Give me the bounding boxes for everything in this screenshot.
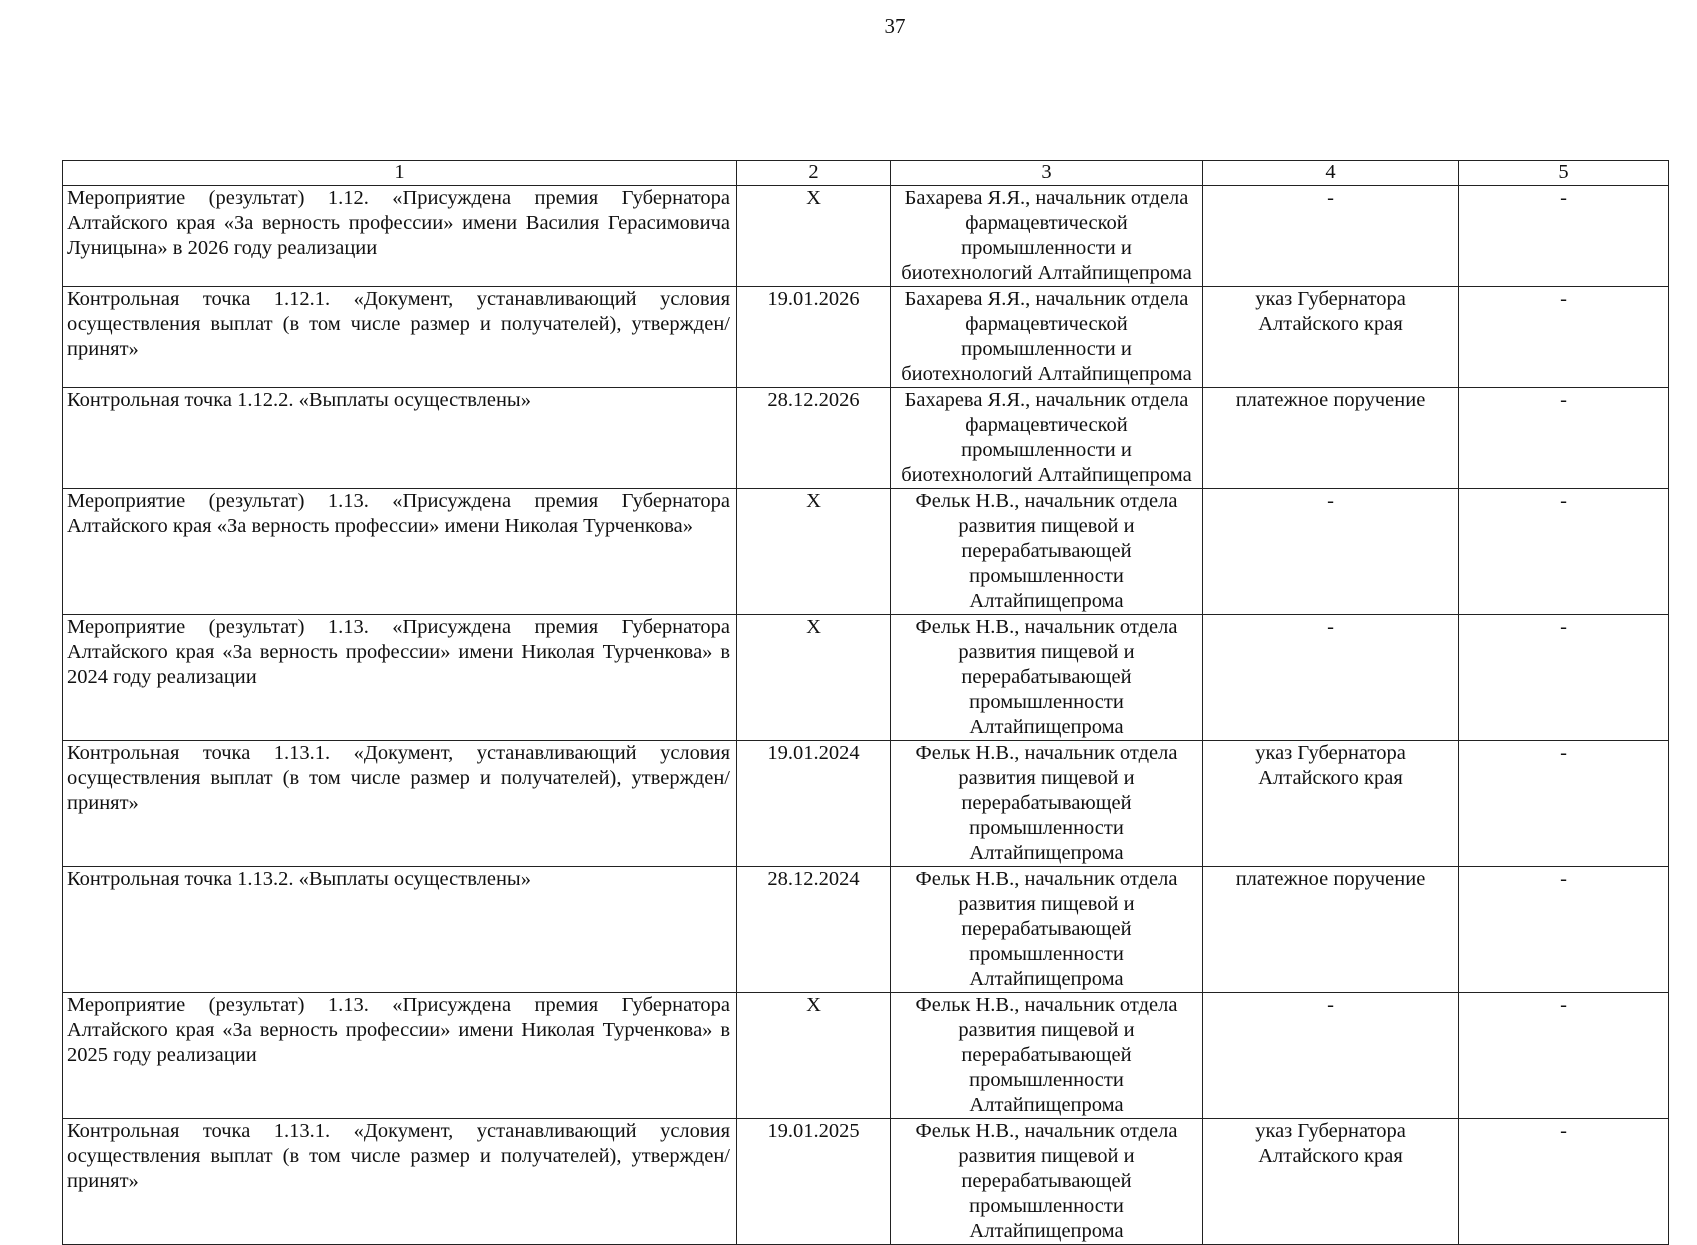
cell-document: - (1203, 993, 1459, 1119)
cell-deadline: X (737, 993, 891, 1119)
cell-document: указ Губернатора Алтайского края (1203, 1119, 1459, 1245)
column-header-4: 4 (1203, 161, 1459, 186)
cell-event-name: Контрольная точка 1.13.1. «Документ, устанавливающий условия осуществления выплат (в том числе размер и получателей), утвержден/принят» (63, 741, 737, 867)
column-header-5: 5 (1459, 161, 1669, 186)
cell-col5: - (1459, 489, 1669, 615)
cell-responsible: Фельк Н.В., начальник отдела развития пищевой и перерабатывающей промышленности Алтайпищепрома (891, 741, 1203, 867)
cell-deadline: X (737, 615, 891, 741)
cell-deadline: 19.01.2024 (737, 741, 891, 867)
cell-event-name: Мероприятие (результат) 1.12. «Присуждена премия Губернатора Алтайского края «За верность профессии» имени Василия Герасимовича Луницына» в 2026 году реализации (63, 186, 737, 287)
table-row (63, 867, 1669, 993)
cell-col5: - (1459, 867, 1669, 993)
cell-document: платежное поручение (1203, 388, 1459, 489)
table-row (63, 186, 1669, 287)
cell-document: платежное поручение (1203, 867, 1459, 993)
cell-deadline: 19.01.2025 (737, 1119, 891, 1245)
cell-event-name: Контрольная точка 1.12.1. «Документ, устанавливающий условия осуществления выплат (в том числе размер и получателей), утвержден/принят» (63, 287, 737, 388)
cell-col5: - (1459, 993, 1669, 1119)
cell-deadline: 28.12.2024 (737, 867, 891, 993)
cell-event-name: Мероприятие (результат) 1.13. «Присуждена премия Губернатора Алтайского края «За верность профессии» имени Николая Турченкова» (63, 489, 737, 615)
cell-responsible: Фельк Н.В., начальник отдела развития пищевой и перерабатывающей промышленности Алтайпищепрома (891, 489, 1203, 615)
table-row (63, 287, 1669, 388)
table-header-row (63, 161, 1669, 186)
cell-col5: - (1459, 1119, 1669, 1245)
cell-col5: - (1459, 615, 1669, 741)
cell-col5: - (1459, 741, 1669, 867)
table-row (63, 388, 1669, 489)
cell-document: - (1203, 615, 1459, 741)
cell-responsible: Фельк Н.В., начальник отдела развития пищевой и перерабатывающей промышленности Алтайпищепрома (891, 1119, 1203, 1245)
cell-deadline: X (737, 186, 891, 287)
cell-deadline: 28.12.2026 (737, 388, 891, 489)
cell-col5: - (1459, 287, 1669, 388)
column-header-1: 1 (63, 161, 737, 186)
cell-responsible: Бахарева Я.Я., начальник отдела фармацевтической промышленности и биотехнологий Алтайпищепрома (891, 186, 1203, 287)
cell-document: - (1203, 186, 1459, 287)
cell-document: - (1203, 489, 1459, 615)
cell-event-name: Мероприятие (результат) 1.13. «Присуждена премия Губернатора Алтайского края «За верность профессии» имени Николая Турченкова» в 2024 году реализации (63, 615, 737, 741)
cell-event-name: Мероприятие (результат) 1.13. «Присуждена премия Губернатора Алтайского края «За верность профессии» имени Николая Турченкова» в 2025 году реализации (63, 993, 737, 1119)
cell-responsible: Фельк Н.В., начальник отдела развития пищевой и перерабатывающей промышленности Алтайпищепрома (891, 993, 1203, 1119)
cell-col5: - (1459, 186, 1669, 287)
cell-responsible: Бахарева Я.Я., начальник отдела фармацевтической промышленности и биотехнологий Алтайпищепрома (891, 287, 1203, 388)
table-row (63, 1119, 1669, 1245)
page-number: 37 (884, 14, 906, 38)
cell-document: указ Губернатора Алтайского края (1203, 741, 1459, 867)
column-header-3: 3 (891, 161, 1203, 186)
table-row (63, 489, 1669, 615)
cell-deadline: X (737, 489, 891, 615)
table-row (63, 615, 1669, 741)
table-row (63, 741, 1669, 867)
cell-event-name: Контрольная точка 1.13.2. «Выплаты осуществлены» (63, 867, 737, 993)
cell-responsible: Фельк Н.В., начальник отдела развития пищевой и перерабатывающей промышленности Алтайпищепрома (891, 615, 1203, 741)
cell-event-name: Контрольная точка 1.13.1. «Документ, устанавливающий условия осуществления выплат (в том числе размер и получателей), утвержден/принят» (63, 1119, 737, 1245)
plan-table (62, 160, 1669, 1245)
cell-responsible: Бахарева Я.Я., начальник отдела фармацевтической промышленности и биотехнологий Алтайпищепрома (891, 388, 1203, 489)
cell-responsible: Фельк Н.В., начальник отдела развития пищевой и перерабатывающей промышленности Алтайпищепрома (891, 867, 1203, 993)
column-header-2: 2 (737, 161, 891, 186)
cell-document: указ Губернатора Алтайского края (1203, 287, 1459, 388)
table-row (63, 993, 1669, 1119)
cell-event-name: Контрольная точка 1.12.2. «Выплаты осуществлены» (63, 388, 737, 489)
cell-col5: - (1459, 388, 1669, 489)
cell-deadline: 19.01.2026 (737, 287, 891, 388)
